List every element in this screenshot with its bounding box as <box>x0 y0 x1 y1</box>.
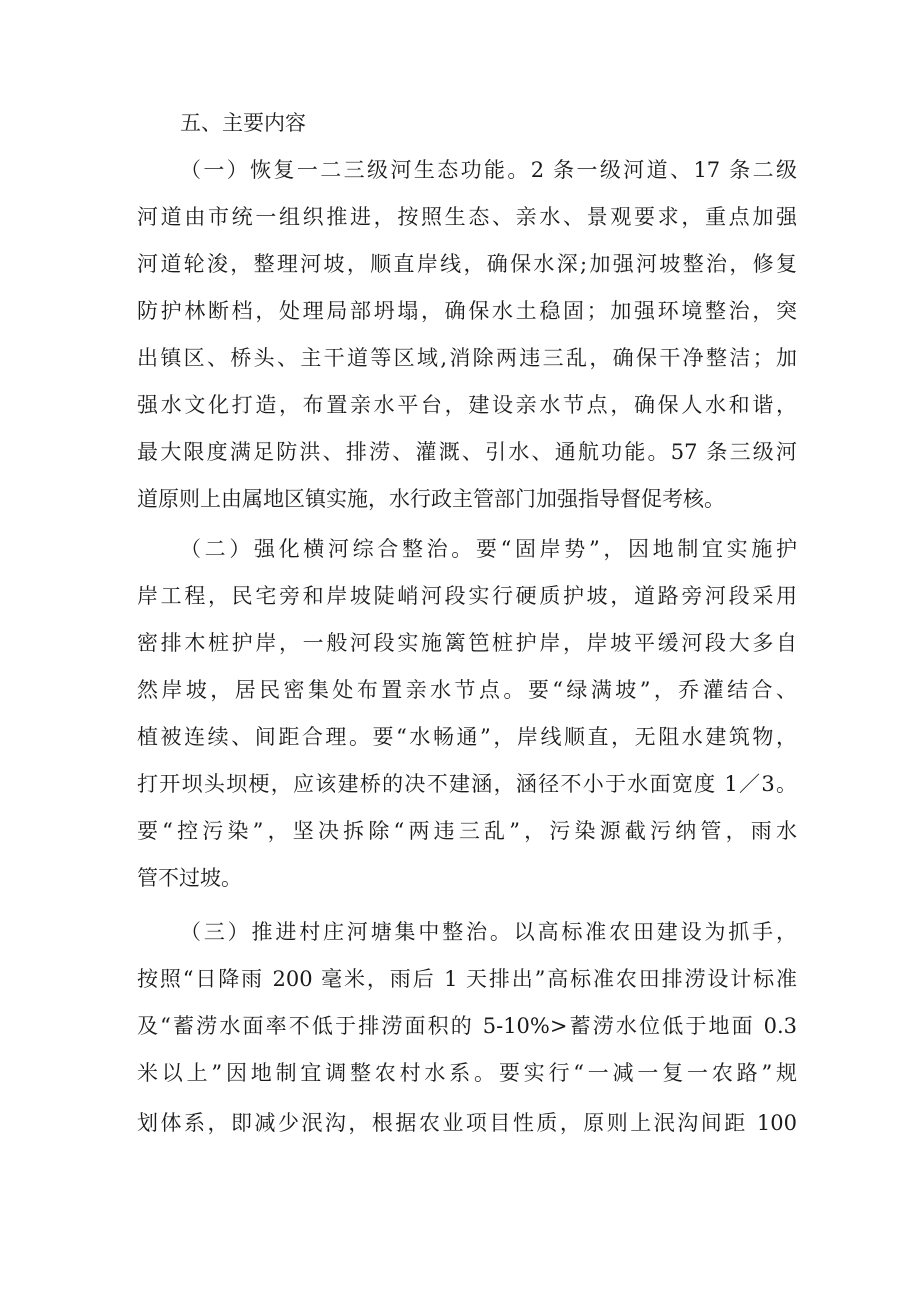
paragraph-3-line-5: 划体系，即减少泯沟，根据农业项目性质，原则上泯沟间距 100 <box>137 1111 797 1135</box>
paragraph-2-line-2: 岸工程，民宅旁和岸坡陡峭河段实行硬质护坡，道路旁河段采用 <box>137 584 797 608</box>
section-heading: 五、主要内容 <box>180 111 306 135</box>
paragraph-3-line-2: 按照“日降雨 200 毫米，雨后 1 天排出”高标准农田排涝设计标准 <box>137 967 797 991</box>
paragraph-1-line-6: 强水文化打造，布置亲水平台，建设亲水节点，确保人水和谐， <box>137 393 797 417</box>
paragraph-1-line-4: 防护林断档，处理局部坍塌，确保水土稳固；加强环境整治，突 <box>137 299 797 323</box>
paragraph-1-line-7: 最大限度满足防洪、排涝、灌溉、引水、通航功能。57 条三级河 <box>137 440 797 464</box>
paragraph-3-line-4: 米以上”因地制宜调整农村水系。要实行“一减一复一农路”规 <box>137 1061 797 1085</box>
paragraph-2-line-7: 要“控污染”，坚决拆除“两违三乱”，污染源截污纳管，雨水 <box>137 819 797 843</box>
paragraph-1-line-3: 河道轮浚，整理河坡，顺直岸线，确保水深;加强河坡整治，修复 <box>137 252 797 276</box>
paragraph-2-line-4: 然岸坡，居民密集处布置亲水节点。要“绿满坡”，乔灌结合、 <box>137 678 797 702</box>
paragraph-2-line-8: 管不过坡。 <box>137 866 242 890</box>
paragraph-2-line-6: 打开坝头坝梗，应该建桥的决不建涵，涵径不小于水面宽度 1／3。 <box>137 772 797 796</box>
paragraph-3-line-1: （三）推进村庄河塘集中整治。以高标准农田建设为抓手， <box>180 920 797 944</box>
paragraph-1-line-2: 河道由市统一组织推进，按照生态、亲水、景观要求，重点加强 <box>137 205 797 229</box>
paragraph-2-line-3: 密排木桩护岸，一般河段实施篱笆桩护岸，岸坡平缓河段大多自 <box>137 631 797 655</box>
paragraph-2-line-1: （二）强化横河综合整治。要“固岸势”，因地制宜实施护 <box>180 537 797 561</box>
paragraph-2-line-5: 植被连续、间距合理。要“水畅通”，岸线顺直，无阻水建筑物， <box>137 725 797 749</box>
paragraph-1-line-1: （一）恢复一二三级河生态功能。2 条一级河道、17 条二级 <box>180 158 797 182</box>
paragraph-1-line-8: 道原则上由属地区镇实施，水行政主管部门加强指导督促考核。 <box>137 487 725 511</box>
paragraph-1-line-5: 出镇区、桥头、主干道等区域,消除两违三乱，确保干净整洁；加 <box>137 346 797 370</box>
paragraph-3-line-3: 及“蓄涝水面率不低于排涝面积的 5-10%>蓄涝水位低于地面 0.3 <box>137 1014 797 1038</box>
